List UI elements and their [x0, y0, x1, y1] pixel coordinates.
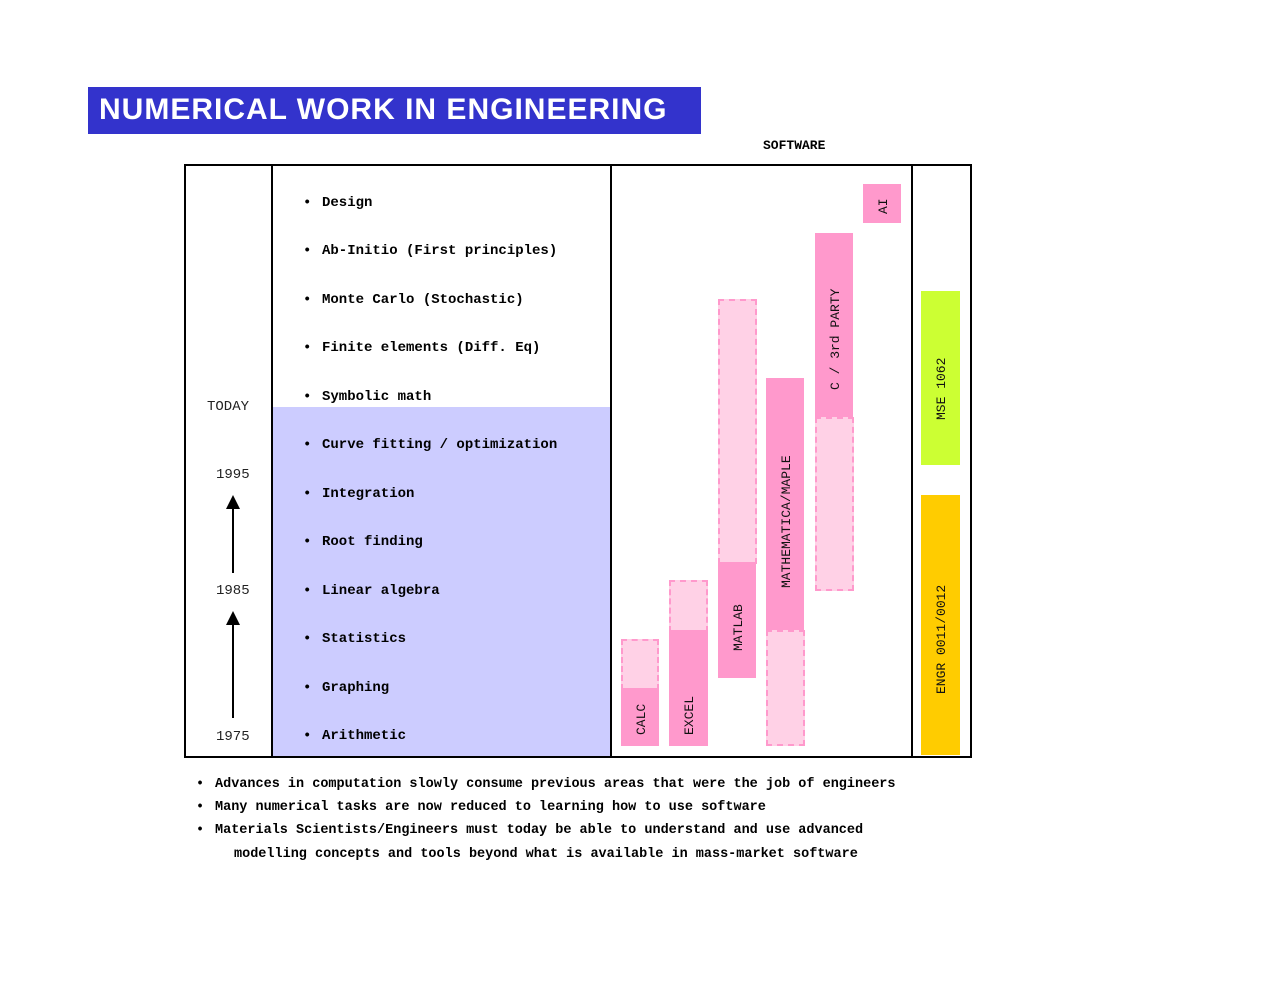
calc-projected-bar — [621, 639, 659, 690]
task-item — [303, 195, 372, 211]
task-label: Design — [322, 195, 373, 211]
note-text: Materials Scientists/Engineers must today be able to understand and use advanced — [215, 823, 864, 838]
task-item — [303, 583, 440, 599]
c-3rd-party-label: C / 3rd PARTY — [828, 288, 843, 390]
task-label: Root finding — [322, 534, 423, 550]
matlab-projected-bar — [718, 299, 757, 564]
note-text: Advances in computation slowly consume previous areas that were the job of engineers — [215, 777, 896, 792]
divider-timeline — [271, 164, 273, 756]
note-continuation — [234, 847, 858, 862]
timeline-today: TODAY — [207, 399, 250, 415]
bullet-icon: • — [303, 340, 312, 356]
covered-tasks-zone — [273, 407, 610, 756]
bullet-icon: • — [303, 292, 312, 308]
course-mse-1062-label: MSE 1062 — [934, 357, 949, 420]
bullet-icon: • — [196, 823, 205, 838]
note-text: Many numerical tasks are now reduced to learning how to use software — [215, 800, 766, 815]
bullet-icon: • — [303, 195, 312, 211]
task-label: Linear algebra — [322, 583, 440, 599]
timeline-1985: 1985 — [216, 583, 250, 599]
arrow-up-icon — [226, 611, 240, 625]
page-title: NUMERICAL WORK IN ENGINEERING — [99, 93, 668, 126]
bullet-icon: • — [303, 437, 312, 453]
timeline-1995: 1995 — [216, 467, 250, 483]
calc-label: CALC — [634, 703, 649, 735]
bullet-icon: • — [196, 800, 205, 815]
bullet-icon: • — [303, 389, 312, 405]
task-item — [303, 243, 557, 259]
task-item — [303, 631, 406, 647]
software-header: SOFTWARE — [763, 138, 826, 153]
note-item — [196, 777, 896, 792]
arrow-shaft — [232, 624, 234, 718]
note-item — [196, 800, 766, 815]
excel-label: EXCEL — [682, 695, 697, 735]
task-label: Symbolic math — [322, 389, 432, 405]
task-label: Finite elements (Diff. Eq) — [322, 340, 541, 356]
task-item — [303, 680, 389, 696]
task-label: Arithmetic — [322, 728, 407, 744]
ai-label: AI — [876, 198, 891, 214]
bullet-icon: • — [303, 243, 312, 259]
divider-tasks — [610, 164, 612, 756]
mathematica-maple-label: MATHEMATICA/MAPLE — [779, 455, 794, 588]
bullet-icon: • — [303, 728, 312, 744]
task-item — [303, 292, 524, 308]
timeline-1975: 1975 — [216, 729, 250, 745]
course-engr-label: ENGR 0011/0012 — [934, 584, 949, 694]
bullet-icon: • — [303, 534, 312, 550]
task-item — [303, 728, 406, 744]
task-item — [303, 486, 414, 502]
task-label: Integration — [322, 486, 415, 502]
task-item — [303, 340, 540, 356]
task-label: Curve fitting / optimization — [322, 437, 558, 453]
bullet-icon: • — [303, 486, 312, 502]
task-label: Monte Carlo (Stochastic) — [322, 292, 524, 308]
bullet-icon: • — [196, 777, 205, 792]
bullet-icon: • — [303, 631, 312, 647]
bullet-icon: • — [303, 583, 312, 599]
task-label: Graphing — [322, 680, 390, 696]
task-item — [303, 437, 557, 453]
matlab-label: MATLAB — [731, 604, 746, 651]
task-item — [303, 534, 423, 550]
task-label: Statistics — [322, 631, 407, 647]
title-banner — [88, 87, 701, 134]
bullet-icon: • — [303, 680, 312, 696]
c-3rd-party-projected-bar — [815, 417, 854, 591]
note-text: modelling concepts and tools beyond what is available in mass-market software — [234, 847, 858, 862]
arrow-up-icon — [226, 495, 240, 509]
mathematica-maple-projected-bar — [766, 630, 805, 746]
note-item — [196, 823, 863, 838]
excel-projected-bar — [669, 580, 708, 632]
arrow-shaft — [232, 508, 234, 573]
divider-software — [911, 164, 913, 756]
task-label: Ab-Initio (First principles) — [322, 243, 558, 259]
task-item — [303, 389, 431, 405]
